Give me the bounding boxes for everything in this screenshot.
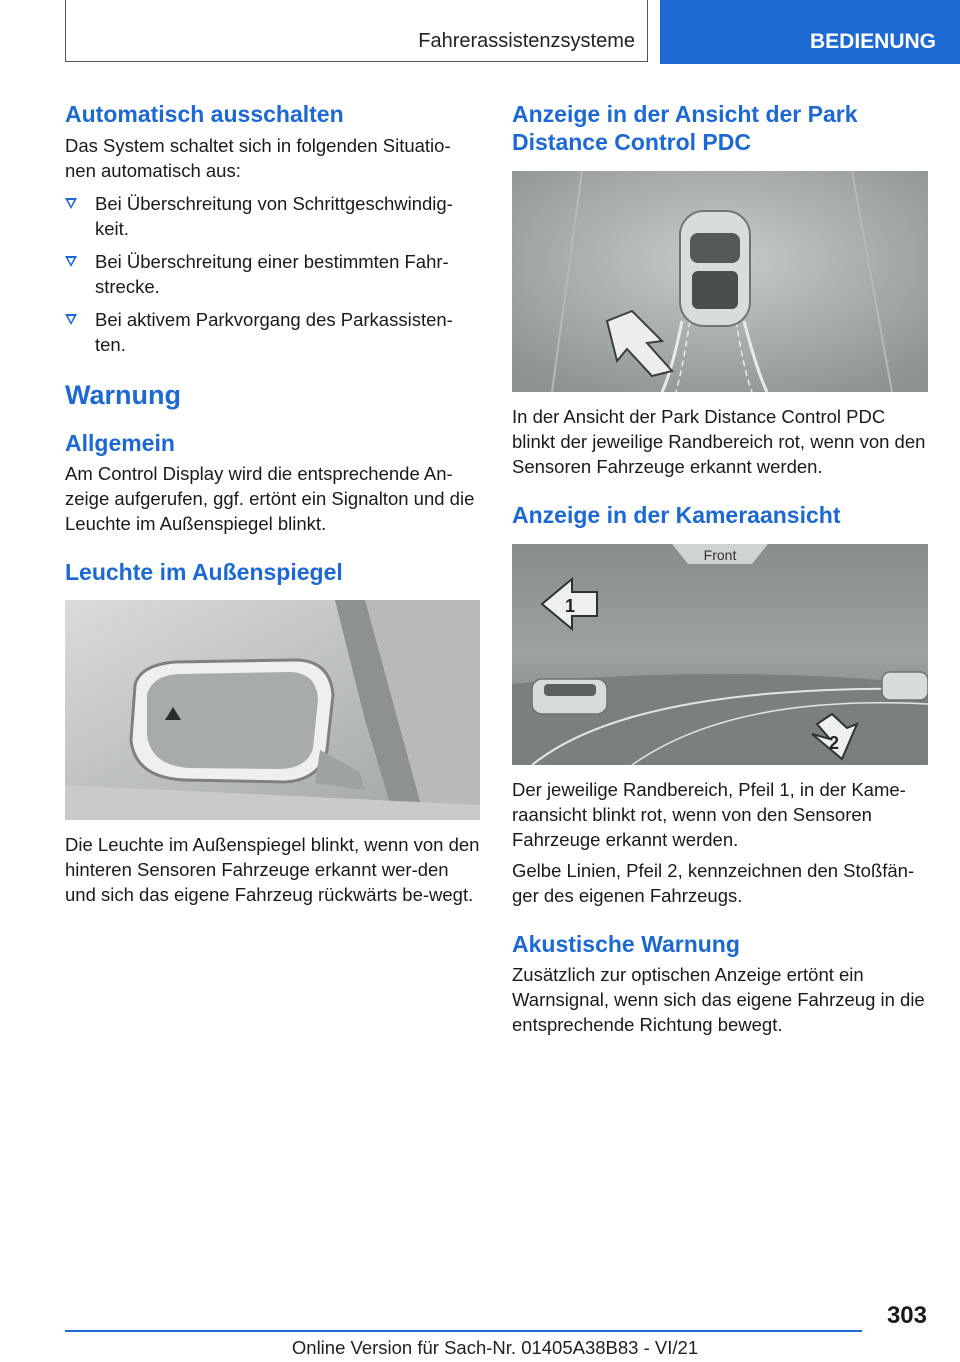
pdc-text: In der Ansicht der Park Distance Control PDC blinkt der jeweilige Randbereich rot, wenn von den Sensoren Fahrzeuge erkannt werden.: [512, 406, 926, 477]
auto-off-intro: Das System schaltet sich in folgenden Situatio-nen automatisch aus:: [65, 135, 451, 181]
heading-pdc-view: Anzeige in der Ansicht der Park Distance Control PDC: [512, 101, 858, 155]
bullet-triangle-icon: [65, 314, 77, 325]
heading-mirror-light: Leuchte im Außenspiegel: [65, 559, 343, 585]
camera-text-1: Der jeweilige Randbereich, Pfeil 1, in der Kame-raansicht blinkt rot, wenn von den Sensoren Fahrzeuge erkannt werden.: [512, 779, 906, 850]
bullet-triangle-icon: [65, 198, 77, 209]
list-item: Bei aktivem Parkvorgang des Parkassisten-ten.: [65, 307, 480, 357]
bullet-triangle-icon: [65, 256, 77, 267]
list-item: Bei Überschreitung einer bestimmten Fahr-strecke.: [65, 249, 480, 299]
footer-divider: [65, 1330, 862, 1332]
camera-view-illustration: [512, 544, 928, 765]
right-column: [512, 100, 928, 1037]
camera-front-label: Front: [703, 547, 737, 563]
header-section-title: Fahrerassistenzsysteme: [418, 30, 635, 52]
footer-text: Online Version für Sach-Nr. 01405A38B83 - VI/21: [291, 1337, 699, 1358]
page-number: 303: [886, 1302, 927, 1329]
camera-text-2: Gelbe Linien, Pfeil 2, kennzeichnen den Stoßfän-ger des eigenen Fahrzeugs.: [512, 860, 915, 906]
heading-acoustic-warning: Akustische Warnung: [512, 931, 740, 957]
mirror-light-text: Die Leuchte im Außenspiegel blinkt, wenn von den hinteren Sensoren Fahrzeuge erkannt wer-den und sich das eigene Fahrzeug rückwärts be-wegt.: [65, 834, 480, 905]
camera-arrow-2-label: 2: [828, 733, 840, 753]
heading-auto-off: Automatisch ausschalten: [65, 101, 344, 127]
heading-warning: Warnung: [65, 380, 181, 410]
header-chapter-label: BEDIENUNG: [810, 30, 937, 53]
camera-arrow-1-label: 1: [564, 596, 576, 616]
general-text: Am Control Display wird die entsprechende An-zeige aufgerufen, ggf. ertönt ein Signalton und die Leuchte im Außenspiegel blinkt.: [65, 463, 475, 534]
auto-off-list: [65, 191, 480, 357]
acoustic-text: Zusätzlich zur optischen Anzeige ertönt ein Warnsignal, wenn sich das eigene Fahrzeug in die entsprechende Richtung bewegt.: [512, 964, 925, 1035]
mirror-light-illustration: [65, 600, 480, 820]
header-chapter-tab: [660, 0, 960, 64]
pdc-view-illustration: [512, 171, 928, 392]
heading-general: Allgemein: [65, 430, 175, 456]
left-column: [65, 100, 480, 907]
heading-camera-view: Anzeige in der Kameraansicht: [512, 502, 841, 528]
list-item: Bei Überschreitung von Schrittgeschwindig-keit.: [65, 191, 480, 241]
